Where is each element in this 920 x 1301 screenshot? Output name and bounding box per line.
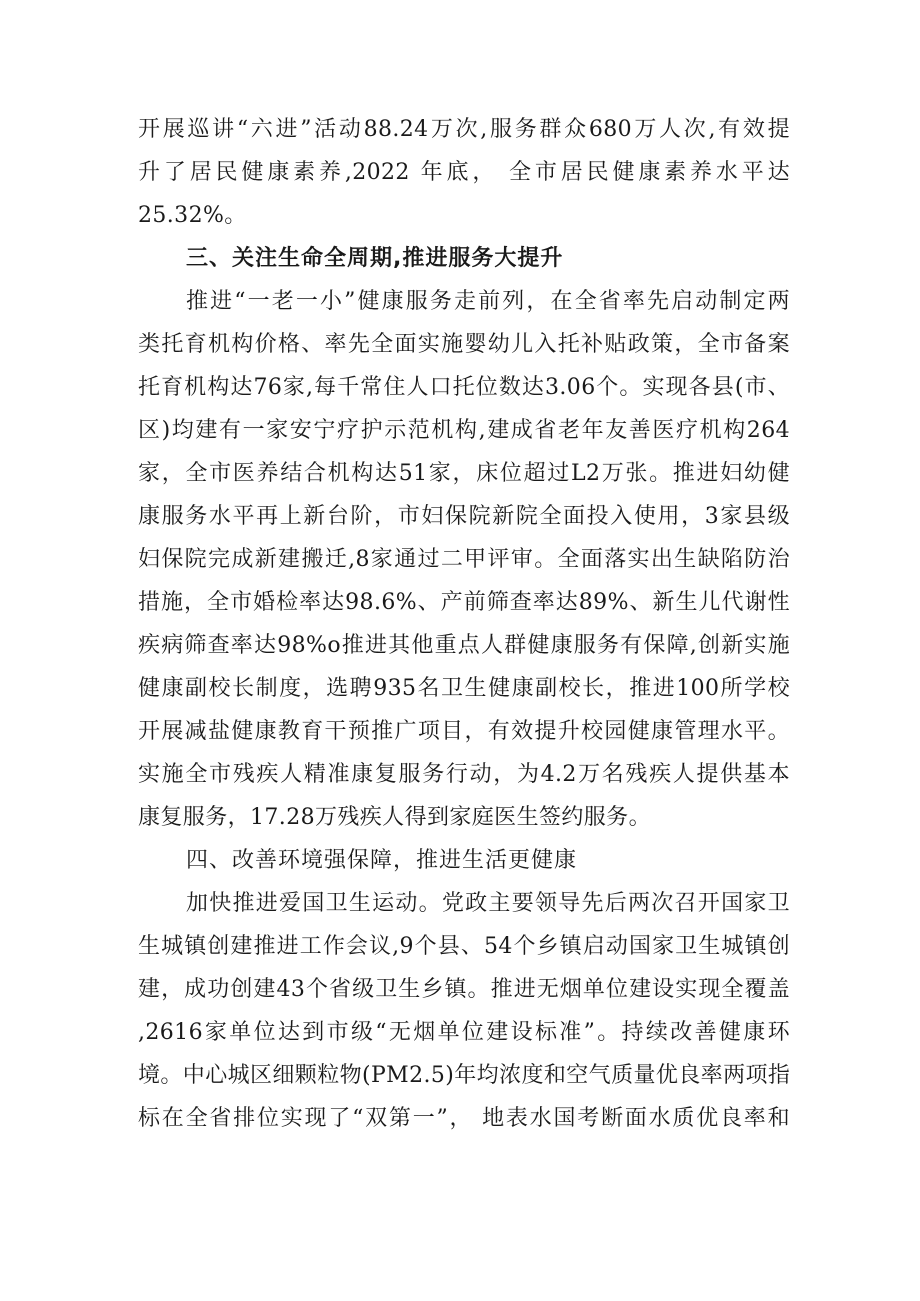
text-line: 推进“一老一小”健康服务走前列，在全省率先启动制定两 xyxy=(186,289,790,314)
text-line: 生城镇创建推进工作会议,9个县、54个乡镇启动国家卫生城镇创 xyxy=(138,934,790,959)
text-line: 标在全省排位实现了“双第一”， 地表水国考断面水质优良率和 xyxy=(138,1106,790,1131)
section-heading-3: 三、关注生命全周期,推进服务大提升 xyxy=(186,246,564,271)
text-line: 康复服务，17.28万残疾人得到家庭医生签约服务。 xyxy=(138,805,651,830)
text-line: 托育机构达76家,每千常住人口托位数达3.06个。实现各县(市、 xyxy=(138,375,790,400)
text-line: 区)均建有一家安宁疗护示范机构,建成省老年友善医疗机构264 xyxy=(138,418,790,443)
paragraph-environment xyxy=(138,882,790,1140)
text-line: 家，全市医养结合机构达51家，床位超过L2万张。推进妇幼健 xyxy=(138,461,790,486)
text-line: 25.32%。 xyxy=(138,203,247,228)
text-line: 开展减盐健康教育干预推广项目，有效提升校园健康管理水平。 xyxy=(138,719,790,744)
text-line: 升了居民健康素养,2022 年底， 全市居民健康素养水平达 xyxy=(138,160,790,185)
text-line: 开展巡讲“六进”活动88.24万次,服务群众680万人次,有效提 xyxy=(138,117,790,142)
text-line: 类托育机构价格、率先全面实施婴幼儿入托补贴政策，全市备案 xyxy=(138,332,790,357)
paragraph-life-cycle-services xyxy=(138,280,790,839)
text-line: 境。中心城区细颗粒物(PM2.5)年均浓度和空气质量优良率两项指 xyxy=(138,1063,791,1088)
text-line: 康服务水平再上新台阶，市妇保院新院全面投入使用，3家县级 xyxy=(138,504,790,529)
text-line: 加快推进爱国卫生运动。党政主要领导先后两次召开国家卫 xyxy=(186,891,790,916)
text-line: ,2616家单位达到市级“无烟单位建设标准”。持续改善健康环 xyxy=(138,1020,790,1045)
text-line: 疾病筛查率达98%o推进其他重点人群健康服务有保障,创新实施 xyxy=(138,633,790,658)
document-page xyxy=(138,108,790,1140)
section-heading-4: 四、改善环境强保障，推进生活更健康 xyxy=(186,848,578,873)
text-line: 实施全市残疾人精准康复服务行动，为4.2万名残疾人提供基本 xyxy=(138,762,790,787)
text-line: 健康副校长制度，选聘935名卫生健康副校长，推进100所学校 xyxy=(138,676,790,701)
paragraph-health-literacy xyxy=(138,108,790,237)
text-line: 措施，全市婚检率达98.6%、产前筛查率达89%、新生儿代谢性 xyxy=(138,590,790,615)
text-line: 妇保院完成新建搬迁,8家通过二甲评审。全面落实出生缺陷防治 xyxy=(138,547,790,572)
text-line: 建，成功创建43个省级卫生乡镇。推进无烟单位建设实现全覆盖 xyxy=(138,977,790,1002)
